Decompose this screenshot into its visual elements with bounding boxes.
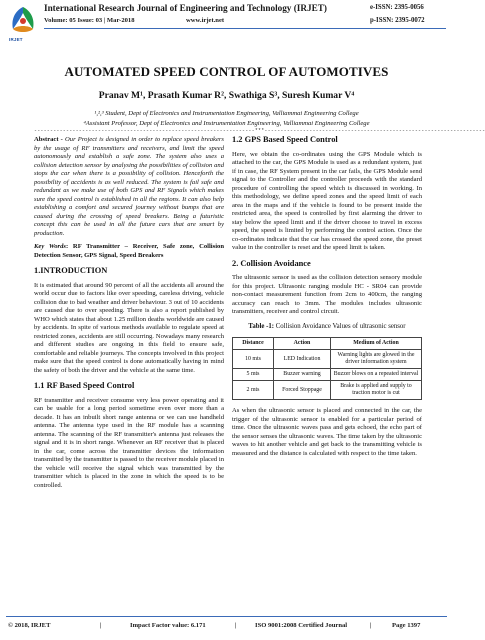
left-column [34,136,224,495]
footer-divider: | [370,622,372,629]
table-row [233,350,422,369]
table-row [233,369,422,381]
heading-rf-speed-control: 1.1 RF Based Speed Control [34,381,135,390]
table-cell: 10 mts [233,350,274,369]
keywords [34,243,224,260]
table-cell: Buzzer warning [274,369,331,381]
e-issn: e-ISSN: 2395-0056 [370,4,424,11]
footer-divider: | [100,622,102,629]
abstract [34,136,224,238]
table-cell: Brake is applied and supply to traction motor is cut [331,381,422,400]
paper-title: AUTOMATED SPEED CONTROL OF AUTOMOTIVES [64,64,389,79]
keywords-text: : RF Transmitter – Receiver, Safe zone, Collision Detection Sensor, GPS Signal, Speed Breakers [34,243,224,259]
rf-paragraph: RF transmitter and receiver consume very less power operating and it can be usable for a long period sometime even over more than a decade. It has an inbuilt short range antenna or we can use handheld antenna. The antenna type used in the RF module has a scanning antenna. The scanning of the RF transmitter's antenna just releases the signal and it is in short range. Whenever an RF receiver that is placed in the car, come across the transmitter devices the information transmitted by the transmitter is passed to the receiver module placed in the vehicle will receive the signal which was transmitted by the transmitter which is placed in the zone in which the speed is to be controlled. [34,396,224,489]
collision-paragraph-2: As when the ultrasonic sensor is placed and connected in the car, the trigger of the ultrasonic sensor is enabled for a particular period of time. Once the ultrasonic waves pass and gets echoed, the echo part of the sensor senses the ultrasonic waves. The time taken by the ultrasonic waves to hit another vehicle and get back to the transmitting vehicle is measured and the distance is calculated with respect to the time taken. [232,407,422,457]
abstract-label: Abstract - [34,136,63,143]
table-row [233,381,422,400]
table-caption-text: Collision Avoidance Values of ultrasonic sensor [274,322,406,330]
heading-gps-speed-control: 1.2 GPS Based Speed Control [232,135,338,144]
heading-introduction: 1.INTRODUCTION [34,266,108,275]
footer-iso: ISO 9001:2008 Certified Journal [255,622,348,629]
table-cell: 5 mts [233,369,274,381]
table-cell: Forced Stoppage [274,381,331,400]
footer-impact-factor: Impact Factor value: 6.171 [130,622,206,629]
irjet-logo-icon [5,5,41,37]
footer-page-number: Page 1397 [392,622,421,629]
footer-divider: | [235,622,237,629]
footer-rule [6,616,447,617]
logo-text: IRJET [9,37,23,42]
table-cell: 2 mts [233,381,274,400]
right-column [232,136,422,463]
gps-paragraph: Here, we obtain the co-ordinates using the GPS Module which is attached to the car, the GPS Module is used as a redundant system, just if in case, the RF System present in the car fails, the GPS Module send signal to the Controller and the controller proceeds with the standard procedure of controlling the speed which is discussed in working. In this methodology, we define speed zones and the speed limit of each area in the maps and if the vehicle is found to be present inside the restricted area, the speed is controlled by first alarming the driver to stay below the speed limit and if the driver choose to travel in excess speed, the speed is limited by performing the control action. Once the co-ordinates indicate that the car has crossed the speed zone, the preset value in the controller is reset and the speed limit is taken. [232,150,422,251]
affiliation-students: ¹,²,³ Student, Dept of Electronics and Instrumentation Engineering, Valliammai Engineering College [94,110,359,117]
collision-values-table [232,337,422,400]
table-caption [232,323,422,332]
affiliation-professor: ⁴Assistant Professor, Dept of Electronics and Instrumentation Engineering, Valliammai Engineering College [83,120,370,127]
header-rule [44,28,446,29]
collision-paragraph: The ultrasonic sensor is used as the collision detection sensory module for this project. Ultrasonic ranging module HC - SR04 can provide non-contact measurement function from 2cm to 400cm, the ranging accuracy can reach to 3mm. The modules includes ultrasonic transmitters, receiver and control circuit. [232,274,422,315]
section-separator: ---------------------------------------------------------------------***--------------------------------------------------------------------- [34,128,485,134]
heading-collision-avoidance: 2. Collision Avoidance [232,258,311,268]
p-issn: p-ISSN: 2395-0072 [370,17,425,24]
paper-authors: Pranav M¹, Prasath Kumar R², Swathiga S³, Suresh Kumar V⁴ [98,90,355,101]
table-cell: Buzzer blows on a repeated interval [331,369,422,381]
table-caption-label: Table -1: [248,322,275,330]
table-header-cell: Medium of Action [331,338,422,350]
table-cell: Warning lights are glowed in the driver information system [331,350,422,369]
table-header-row [233,338,422,350]
footer-copyright: © 2018, IRJET [8,622,51,629]
journal-website-link[interactable]: www.irjet.net [186,17,225,24]
abstract-text: Our Project is designed in order to replace speed breakers by the usage of RF transmitters and receivers, and limit the speed autonomously and establish a safe zone. The system also uses a collision detection sensor by analysing the possibilities of collision and stops the car when there is a possibility of collision. Henceforth the possibility of accidents is as well reduced. The system is fail safe and redundant as we make use of both GPS and RF Signals which makes sure the speed control is established in all the regions. It can also help establishing a comfort and secured journey without bumps that are caused during the crossing of speed breakers. Being a futuristic concept this can be used in all the future cars that are smart by production. [34,136,225,237]
journal-header [0,0,453,42]
table-header-cell: Distance [233,338,274,350]
volume-issue: Volume: 05 Issue: 03 | Mar-2018 [44,17,135,24]
table-header-cell: Action [274,338,331,350]
table-cell: LED Indication [274,350,331,369]
intro-paragraph: It is estimated that around 90 percent of all the accidents all around the world occur due to factors like over speeding, careless driving, vehicle collision due to bad weather and driver behaviour. 3 out of 10 accidents are caused due to over speeding. There is also a report published by WHO which states that about 1.25 million deaths worldwide are caused by accidents. In spite of various methods available to regulate speed at restricted zones, accidents are still occurring. Nowadays many research and different studies are ongoing in this field to ensure safe, comfortable and reliable journeys. The concepts involved in this project make sure that the speed control is done automatically having in mind the safety of both the driver and the vehicle at the same time. [34,281,224,374]
journal-title: International Research Journal of Engineering and Technology (IRJET) [44,3,327,13]
keywords-label: Key Words [34,243,66,250]
